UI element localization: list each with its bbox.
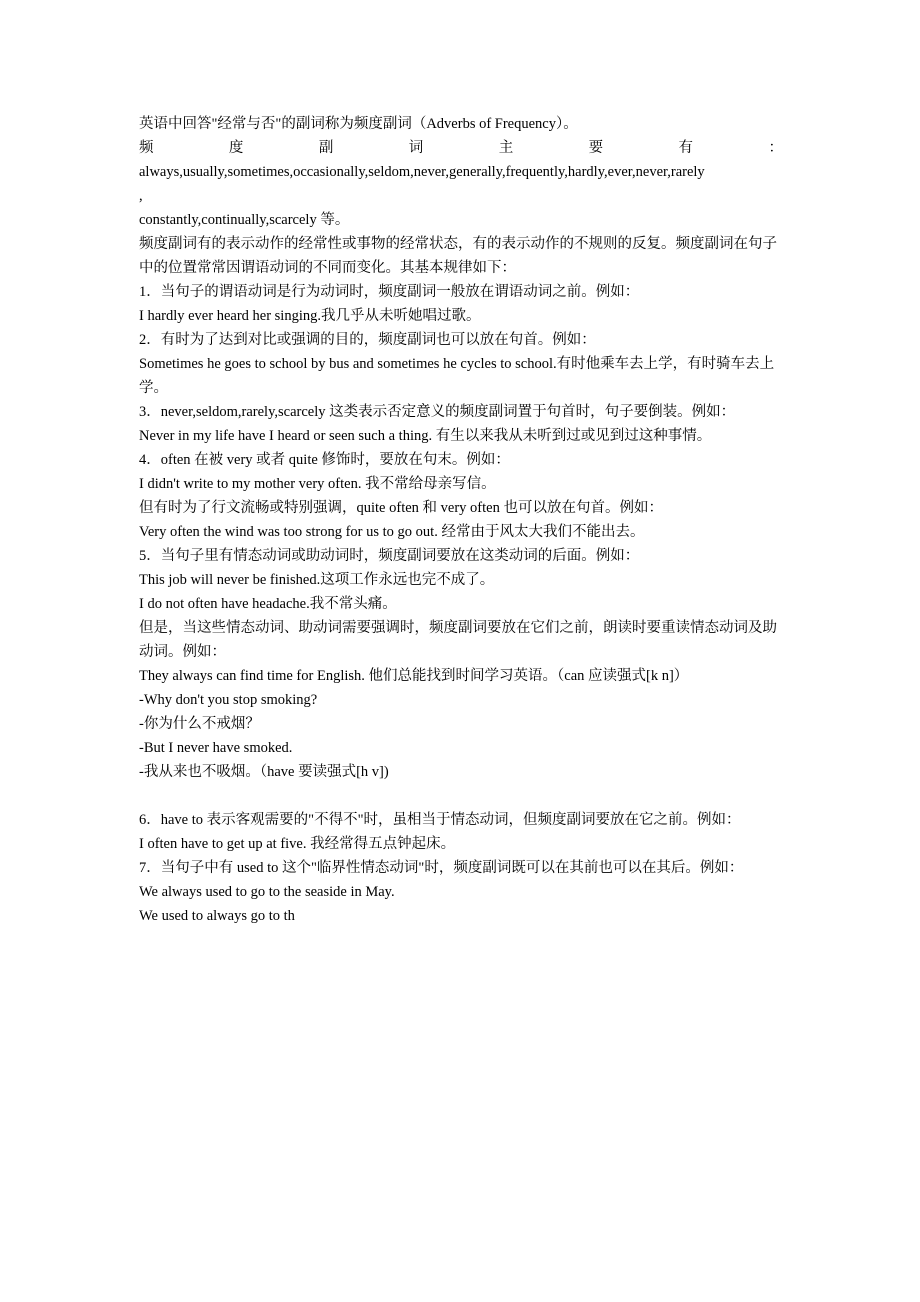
rule-7-example-2: We used to always go to th [139,908,295,924]
rule-1-example: I hardly ever heard her singing.我几乎从未听她唱过歌。 [139,308,481,324]
dialog-line-4: -我从来也不吸烟。（have 要读强式[h v]) [139,764,389,780]
heading-char: 频 [139,140,154,156]
heading-char: 词 [408,140,424,156]
heading-char: 主 [498,140,514,156]
main-adverbs-heading [139,136,783,160]
document-body [139,112,783,928]
rule-5-note: 但是，当这些情态动词、助动词需要强调时，频度副词要放在它们之前，朗读时要重读情态动词及助动词。例如： [139,620,777,660]
rule-4: 4．often 在被 very 或者 quite 修饰时，要放在句末。例如： [139,452,510,468]
rule-5: 5．当句子里有情态动词或助动词时，频度副词要放在这类动词的后面。例如： [139,548,640,564]
rule-5-example-2: I do not often have headache.我不常头痛。 [139,596,397,612]
rule-7-example-1: We always used to go to the seaside in May. [139,884,395,900]
dialog-line-3: -But I never have smoked. [139,740,293,756]
heading-char: 要 [588,140,604,156]
heading-char: 有 [678,140,694,156]
heading-char: 度 [228,140,244,156]
heading-char: ： [768,140,783,156]
rule-6-example: I often have to get up at five. 我经常得五点钟起床。 [139,836,456,852]
intro-line: 英语中回答"经常与否"的副词称为频度副词（Adverbs of Frequency）。 [139,116,578,132]
rule-4-example: I didn't write to my mother very often. 我不常给母亲写信。 [139,476,496,492]
rule-6: 6．have to 表示客观需要的"不得不"时，虽相当于情态动词，但频度副词要放在它之前。例如： [139,812,741,828]
rule-4-note: 但有时为了行文流畅或特别强调，quite often 和 very often 也可以放在句首。例如： [139,500,663,516]
rule-5-example-1: This job will never be finished.这项工作永远也完不成了。 [139,572,495,588]
rule-2-example: Sometimes he goes to school by bus and sometimes he cycles to school.有时他乘车去上学，有时骑车去上学。 [139,356,775,396]
paragraph-overview: 频度副词有的表示动作的经常性或事物的经常状态，有的表示动作的不规则的反复。频度副词在句子中的位置常常因谓语动词的不同而变化。其基本规律如下： [139,236,777,276]
rule-1: 1．当句子的谓语动词是行为动词时，频度副词一般放在谓语动词之前。例如： [139,284,640,300]
dialog-line-1: -Why don't you stop smoking? [139,692,318,708]
rule-5-example-3: They always can find time for English. 他们总能找到时间学习英语。（can 应读强式[k n]） [139,668,689,684]
adverb-list-line-1: always,usually,sometimes,occasionally,seldom,never,generally,frequently,hardly,ever,never,rarely [139,164,705,180]
rule-3-example: Never in my life have I heard or seen such a thing. 有生以来我从未听到过或见到过这种事情。 [139,428,712,444]
adverb-list-line-2: constantly,continually,scarcely 等。 [139,212,350,228]
rule-7: 7．当句子中有 used to 这个"临界性情态动词"时，频度副词既可以在其前也可以在其后。例如： [139,860,744,876]
dialog-line-2: -你为什么不戒烟？ [139,716,260,732]
blank-line [139,784,783,808]
rule-3: 3．never,seldom,rarely,scarcely 这类表示否定意义的频度副词置于句首时，句子要倒装。例如： [139,404,736,420]
heading-char: 副 [318,140,334,156]
rule-2: 2．有时为了达到对比或强调的目的，频度副词也可以放在句首。例如： [139,332,596,348]
adverb-list-comma: , [139,188,143,204]
rule-4-example-2: Very often the wind was too strong for us to go out. 经常由于风太大我们不能出去。 [139,524,645,540]
